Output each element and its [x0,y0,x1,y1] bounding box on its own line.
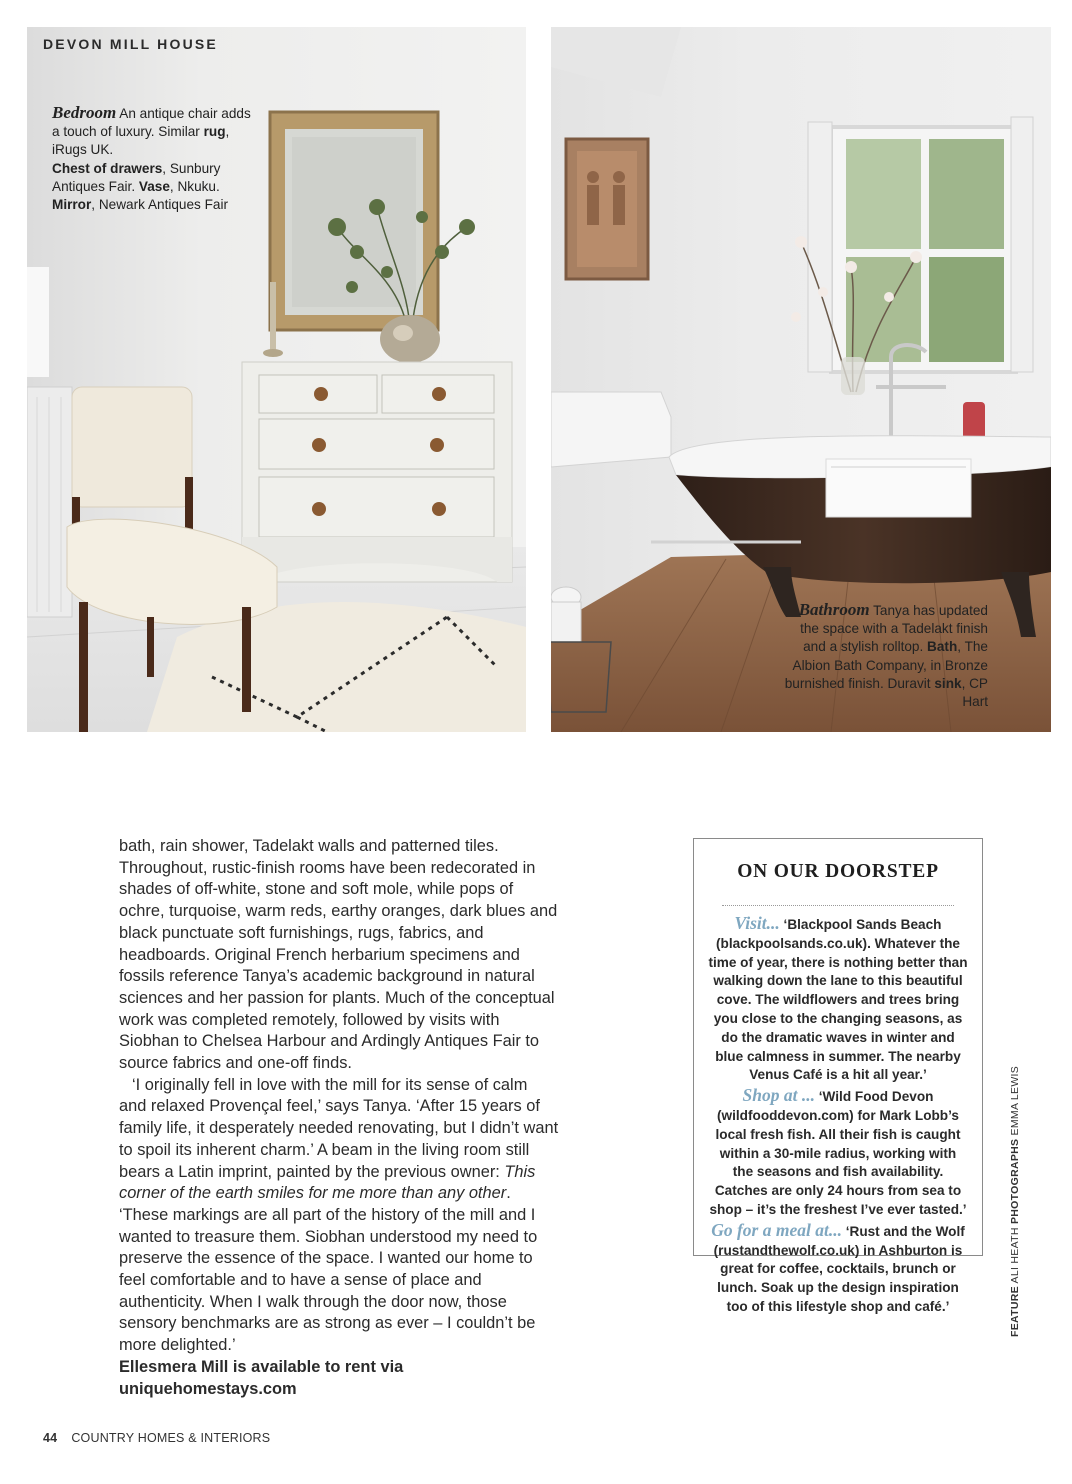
entry-lead: Go for a meal at... [711,1219,842,1240]
body-paragraph [119,1075,559,1357]
caption-source: , Newark Antiques Fair [91,197,229,213]
sidebar-entries [708,914,968,1318]
credit-label: PHOTOGRAPHS [1009,1138,1021,1225]
caption-item-label: Chest of drawers [52,160,163,176]
entry-text: ‘Wild Food Devon (wildfooddevon.com) for Mark Lobb’s local fresh fish. All their fish is caught within a 30-mile radius, working with the seasons and fish availability. Catches are only 24 hours from sea to shop – it’s the freshest I’ve ever tasted.’ [709,1089,967,1217]
latin-imprint-quote: This corner of the earth smiles for me more than any other [119,1162,536,1203]
credit-name: EMMA LEWIS [1009,1065,1021,1139]
caption-source: , The Albion Bath Company, in Bronze burnished finish. Duravit [784,639,988,691]
page-footer [43,1431,270,1445]
page-number: 44 [43,1431,58,1445]
caption-lead: Bathroom [798,600,870,619]
body-text-span: ‘I originally fell in love with the mill for its sense of calm and relaxed Provençal feel,’ says Tanya. ‘After 15 years of family life, it desperately needed renovating, but I didn’t want to spoil its inherent charm.’ A beam in the living room still bears a Latin imprint, painted by the previous owner: [119,1075,559,1181]
bathroom-caption [780,601,988,711]
caption-source: , iRugs UK. [52,124,230,158]
sidebar-divider [722,905,954,906]
section-label: DEVON MILL HOUSE [43,36,218,52]
sidebar-title: ON OUR DOORSTEP [737,861,939,882]
caption-item-label: Mirror [52,197,92,213]
caption-source: , Sunbury Antiques Fair. [52,160,221,194]
caption-text: Tanya has updated the space with a Tadelakt finish and a stylish rolltop. [800,603,988,655]
caption-source: , Nkuku. [169,178,220,194]
caption-item-label: rug [203,124,226,140]
entry-lead: Visit... [734,913,780,933]
sidebar-entry [708,1086,968,1220]
body-text-span: . ‘These markings are all part of the history of the mill and I wanted to treasure them. Siobhan understood my need to preserve the essence of the space. I wanted our home to feel comfortable and to have a sense of place and authenticity. When I walk through the door now, those sensory benchmarks are as strong as ever – I couldn’t be more delighted.’ [119,1184,538,1355]
caption-text: An antique chair adds a touch of luxury. Similar [52,106,251,140]
doorstep-sidebar [693,838,983,1314]
sidebar-entry [708,914,968,1085]
credit-name: ALI HEATH [1009,1224,1021,1287]
entry-text: ‘Blackpool Sands Beach (blackpoolsands.co.uk). Whatever the time of year, there is nothing better than walking down the lane to this beautiful cove. The wildflowers and trees bring you close to the changing seasons, as do the dramatic waves in winter and blue calmness in summer. The nearby Venus Café is a hit all year.’ [708,917,968,1083]
entry-text: ‘Rust and the Wolf (rustandthewolf.co.uk) in Ashburton is great for coffee, cocktails, brunch or lunch. Soak up the design inspiration too of this lifestyle shop and café.’ [713,1223,965,1314]
caption-item-label: Vase [138,178,170,194]
entry-lead: Shop at ... [742,1085,815,1106]
caption-item-label: Bath [927,639,958,655]
article-body [119,836,559,1400]
credit-label: FEATURE [1009,1286,1021,1337]
bedroom-caption [52,104,257,214]
body-paragraph: bath, rain shower, Tadelakt walls and patterned tiles. Throughout, rustic-finish rooms have been redecorated in shades of off-white, stone and soft mole, while pops of ochre, turquoise, warm reds, earthy oranges, dark blues and black punctuate soft furnishings, rugs, fabrics, and headboards. Original French herbarium specimens and fossils reference Tanya’s academic background in natural sciences and her passion for plants. Much of the conceptual work was completed remotely, followed by visits with Siobhan to Chelsea Harbour and Ardingly Antiques Fair to source fabrics and one-off finds. [119,837,558,1073]
photo-credits [1009,1057,1023,1337]
sidebar-entry [708,1221,968,1317]
magazine-name: COUNTRY HOMES & INTERIORS [71,1431,271,1445]
caption-source: , CP Hart [961,675,988,710]
rental-note: Ellesmera Mill is available to rent via uniquehomestays.com [119,1357,404,1398]
caption-item-label: sink [934,675,962,691]
caption-lead: Bedroom [52,103,117,122]
